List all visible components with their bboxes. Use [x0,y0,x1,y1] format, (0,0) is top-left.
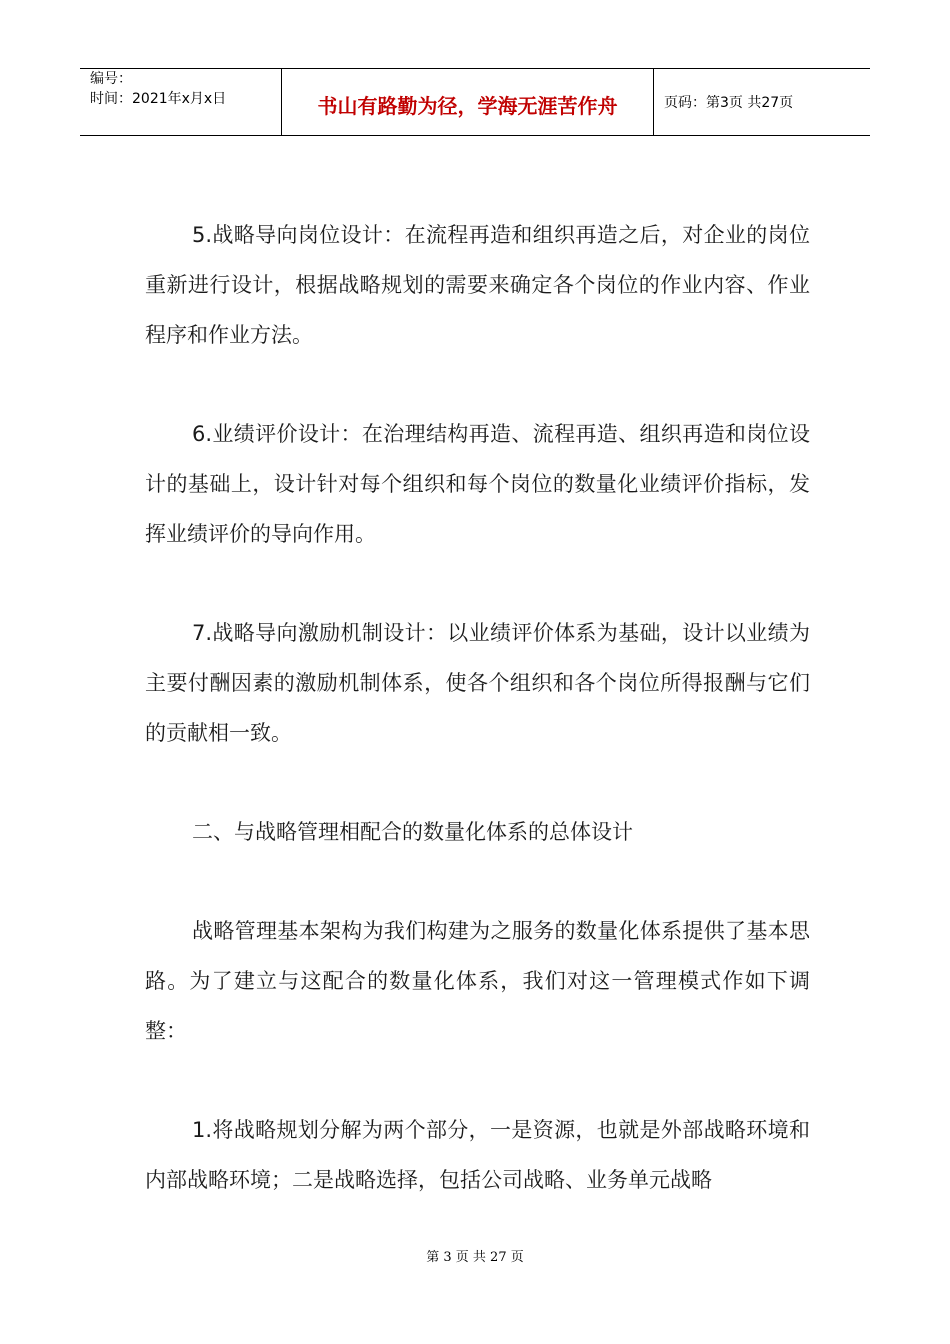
header-page-cell [654,69,870,135]
header-motto-cell [282,69,654,135]
section-heading: 二、与战略管理相配合的数量化体系的总体设计 [192,820,633,844]
document-number-label: 编号： [90,71,132,87]
paragraph-incentive-mechanism: 7.战略导向激励机制设计：以业绩评价体系为基础，设计以业绩为主要付酬因素的激励机制体系，使各个组织和各个岗位所得报酬与它们的贡献相一致。 [145,621,810,745]
header-page-info: 页码：第3页 共27页 [664,95,794,111]
page-footer: 第 3 页 共 27 页 [426,1250,524,1265]
header-motto: 书山有路勤为径，学海无涯苦作舟 [317,93,618,118]
document-body [145,210,810,1254]
page-header [80,68,870,136]
paragraph-position-design: 5.战略导向岗位设计：在流程再造和组织再造之后，对企业的岗位重新进行设计，根据战略规划的需要来确定各个岗位的作业内容、作业程序和作业方法。 [145,223,810,347]
document-date-label: 时间：2021年x月x日 [90,91,227,107]
paragraph-strategy-split: 1.将战略规划分解为两个部分，一是资源，也就是外部战略环境和内部战略环境；二是战略选择，包括公司战略、业务单元战略 [145,1118,810,1192]
paragraph-performance-evaluation: 6.业绩评价设计：在治理结构再造、流程再造、组织再造和岗位设计的基础上，设计针对每个组织和每个岗位的数量化业绩评价指标，发挥业绩评价的导向作用。 [145,422,810,546]
paragraph-adjustment-intro: 战略管理基本架构为我们构建为之服务的数量化体系提供了基本思路。为了建立与这配合的数量化体系，我们对这一管理模式作如下调整： [145,919,810,1043]
header-meta-cell [80,69,282,135]
